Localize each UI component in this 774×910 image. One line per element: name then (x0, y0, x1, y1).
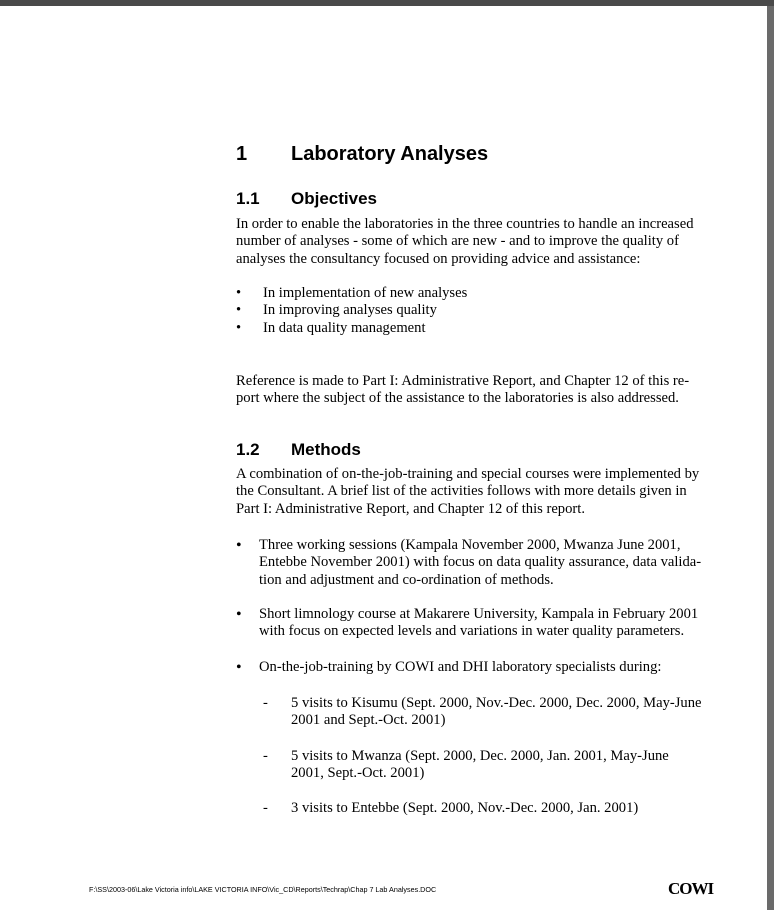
text-line: Entebbe November 2001) with focus on data quality assurance, data valida- (259, 554, 702, 571)
objectives-reference (236, 373, 714, 408)
bullet-icon: • (236, 606, 242, 623)
objectives-title: Objectives (291, 189, 377, 208)
bullet-icon: • (236, 285, 242, 301)
text-line: Three working sessions (Kampala November 2000, Mwanza June 2001, (259, 537, 681, 553)
text-line: the Consultant. A brief list of the activities follows with more details given in (236, 483, 687, 500)
methods-title: Methods (291, 440, 361, 459)
viewer-right-edge (767, 6, 774, 910)
methods-intro (236, 466, 714, 518)
text-line: tion and adjustment and co-ordination of methods. (259, 571, 554, 588)
text-line: On-the-job-training by COWI and DHI laboratory specialists during: (259, 659, 662, 675)
bullet-icon: • (236, 659, 242, 676)
text-line: with focus on expected levels and variations in water quality parameters. (259, 623, 685, 640)
methods-bullet-2 (236, 606, 714, 641)
text-line: A combination of on-the-job-training and special courses were implemented by (236, 466, 700, 482)
footer-file-path: F:\SS\2003-06\Lake Victoria info\LAKE VICTORIA INFO\Vic_CD\Reports\Techrap\Chap 7 Lab Analyses.DOC (89, 885, 437, 894)
sub-item-mwanza (263, 748, 714, 783)
objectives-bullet-list (236, 285, 714, 337)
text-line: Reference is made to Part I: Administrative Report, and Chapter 12 of this re- (236, 373, 690, 389)
bullet-icon: • (236, 302, 242, 319)
text-line: 2001, Sept.-Oct. 2001) (291, 765, 425, 782)
text-line: analyses the consultancy focused on providing advice and assistance: (236, 250, 641, 267)
text-line: Part I: Administrative Report, and Chapter 12 of this report. (236, 500, 585, 517)
bullet-icon: • (236, 537, 242, 554)
objectives-number: 1.1 (236, 189, 260, 208)
methods-bullet-1 (236, 537, 714, 589)
dash-icon: - (263, 748, 268, 764)
text-line: 3 visits to Entebbe (Sept. 2000, Nov.-Dec. 2000, Jan. 2001) (291, 800, 639, 816)
methods-number: 1.2 (236, 440, 260, 459)
text-line: port where the subject of the assistance to the laboratories is also addressed. (236, 390, 679, 407)
section-number: 1 (236, 143, 248, 165)
text-line: Short limnology course at Makarere University, Kampala in February 2001 (259, 606, 699, 622)
methods-bullet-3 (236, 659, 714, 676)
text-line: number of analyses - some of which are new - and to improve the quality of (236, 233, 679, 250)
text-line: 5 visits to Mwanza (Sept. 2000, Dec. 2000, Jan. 2001, May-June (291, 748, 669, 764)
list-item-text: In data quality management (263, 319, 426, 336)
cowi-logo: COWI (668, 879, 714, 898)
list-item (236, 285, 714, 302)
dash-icon: - (263, 800, 268, 816)
text-line: In order to enable the laboratories in the three countries to handle an increased (236, 216, 694, 232)
objectives-intro (236, 216, 714, 268)
list-item-text: In implementation of new analyses (263, 285, 468, 301)
list-item-text: In improving analyses quality (263, 302, 437, 319)
section-title: Laboratory Analyses (291, 143, 489, 165)
list-item (236, 320, 714, 337)
text-line: 5 visits to Kisumu (Sept. 2000, Nov.-Dec. 2000, Dec. 2000, May-June (291, 695, 702, 711)
text-line: 2001 and Sept.-Oct. 2001) (291, 712, 446, 729)
bullet-icon: • (236, 319, 242, 336)
sub-item-kisumu (263, 695, 714, 730)
list-item (236, 302, 714, 319)
dash-icon: - (263, 695, 268, 711)
sub-item-entebbe (263, 800, 714, 817)
